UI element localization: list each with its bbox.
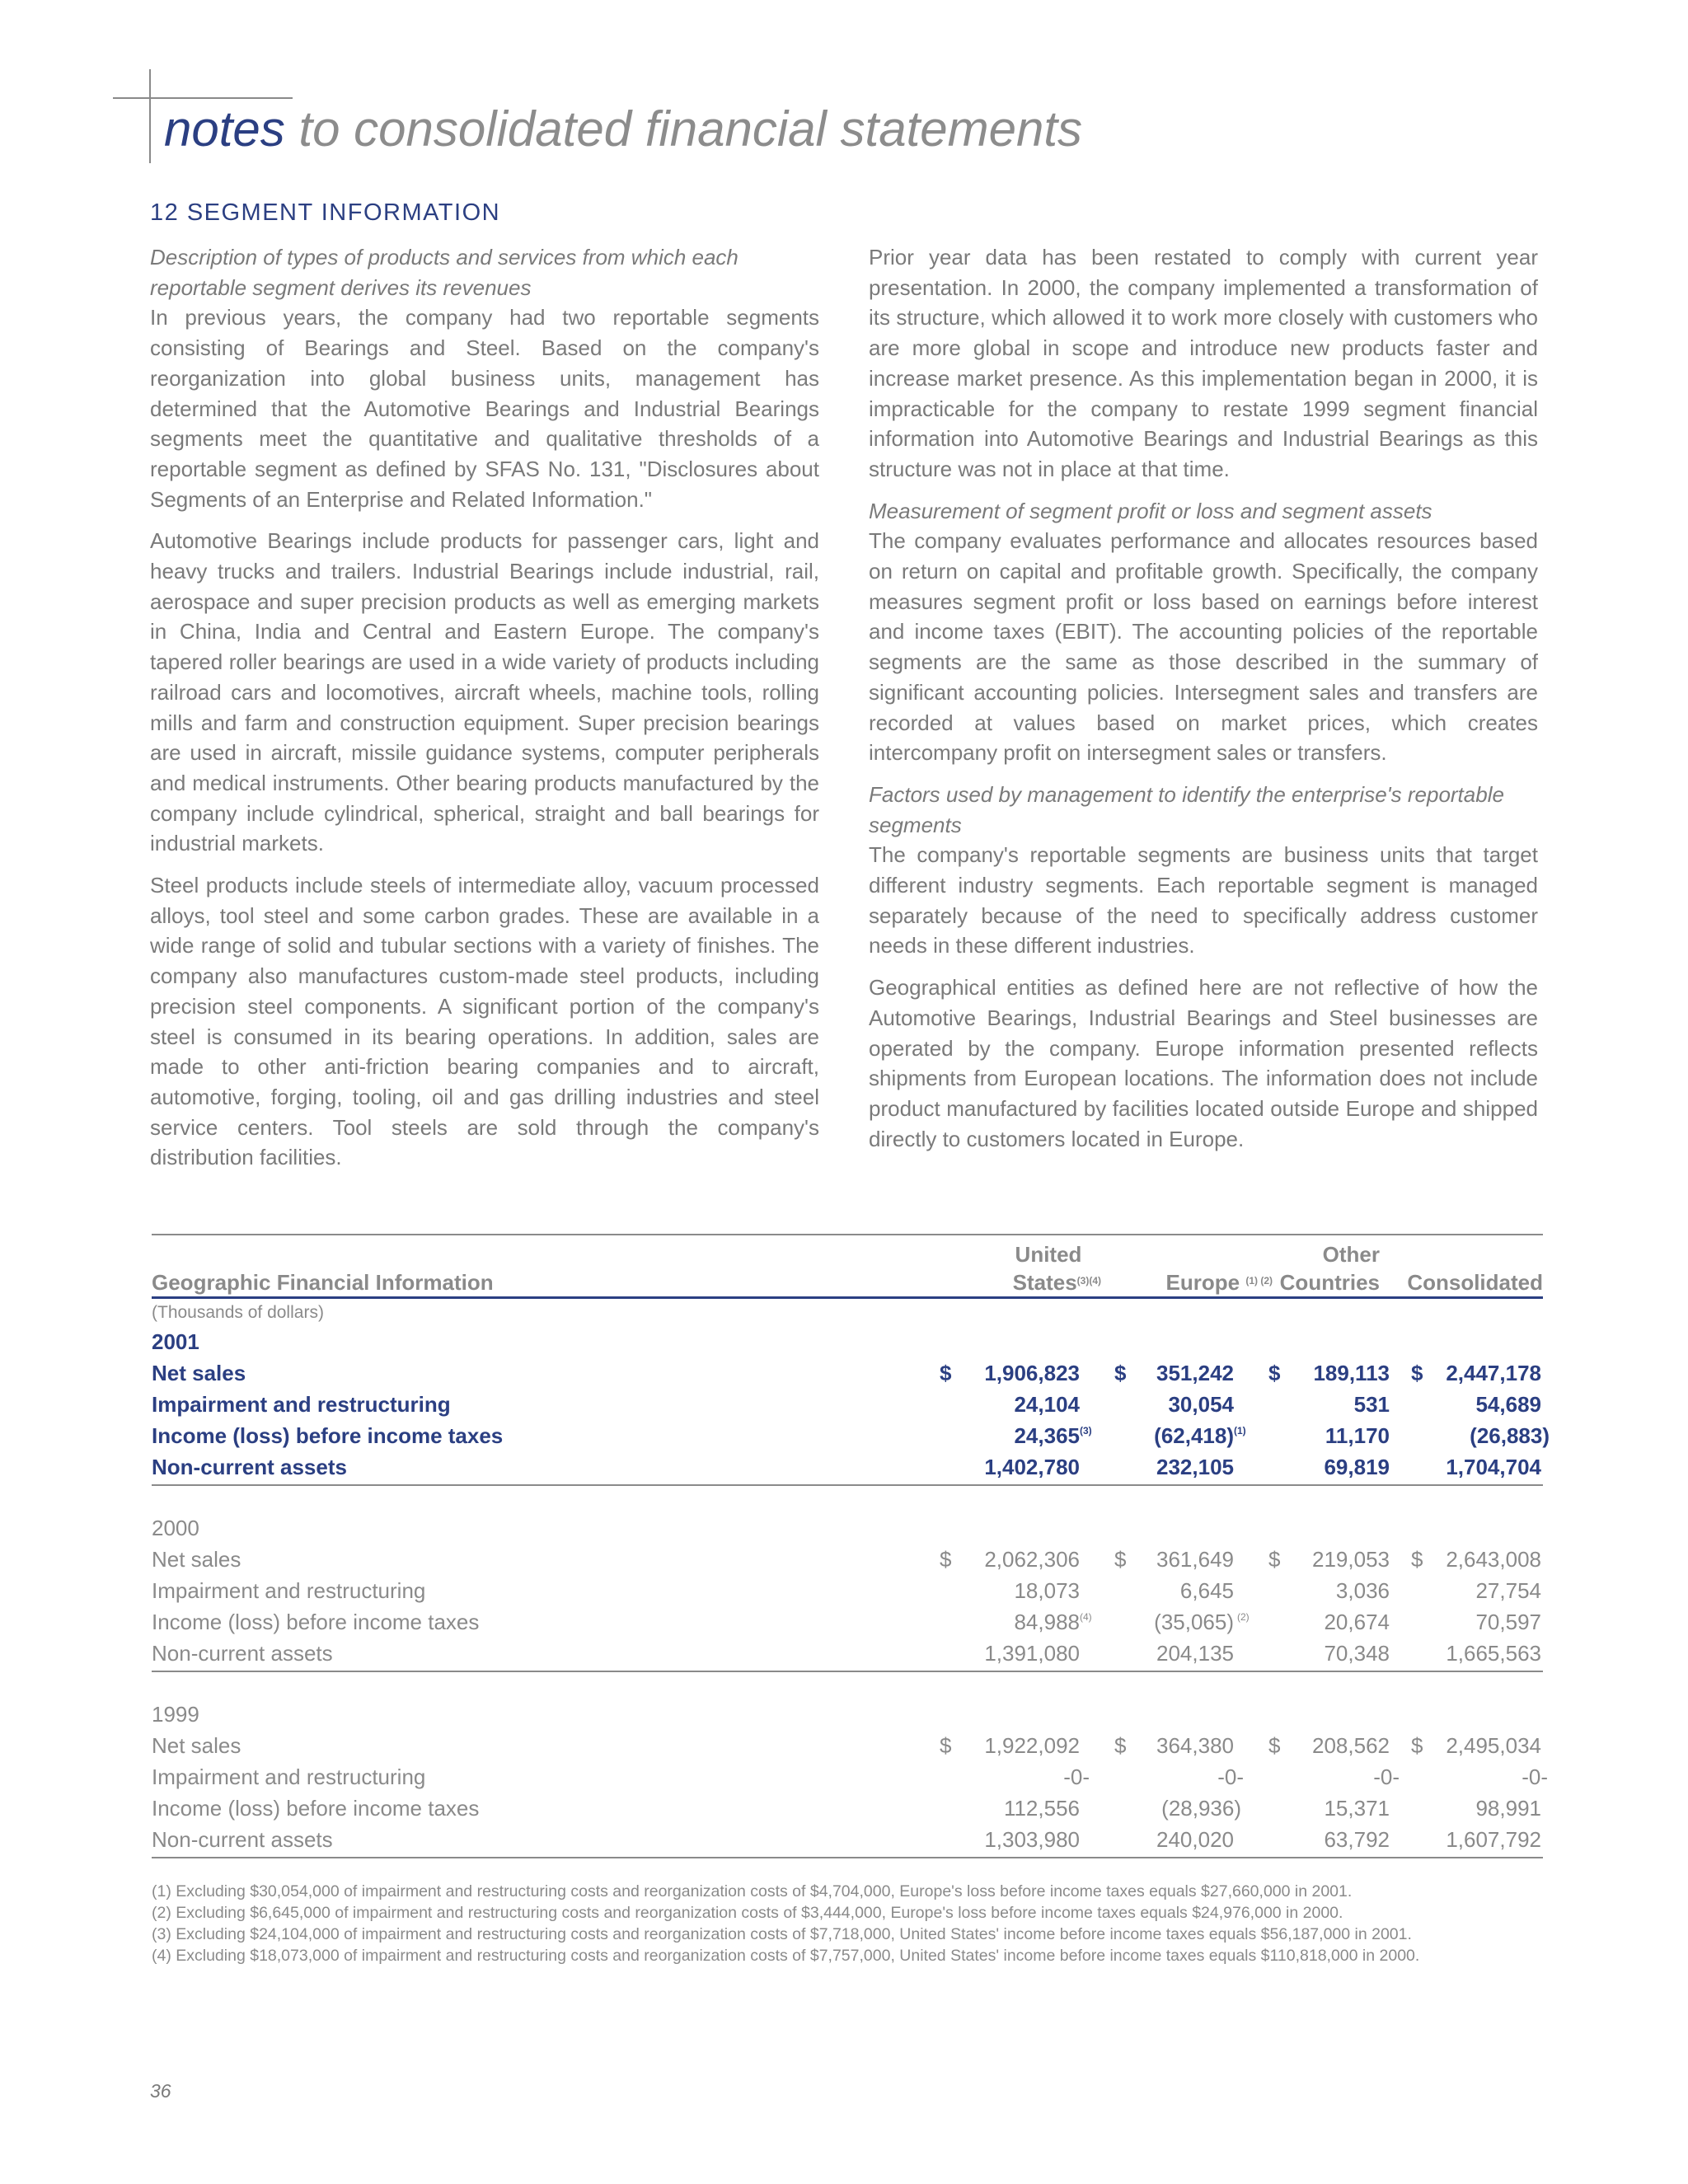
row-label: Income (loss) before income taxes bbox=[152, 1796, 480, 1821]
paragraph-geographical: Geographical entities as defined here are not reflective of how the Automotive Bearings, Industrial Bearings and Steel businesses are operated by the company. Europe information presented reflects shipments from European locations. The information does not include product manufactured by facilities located outside Europe and shipped directly to customers located in Europe. bbox=[869, 975, 1538, 1151]
footnote-2: (2) Excluding $6,645,000 of impairment and restructuring costs and reorganization costs of $3,444,000, Europe's loss before income taxes equals $24,976,000 in 2000. bbox=[152, 1904, 1343, 1922]
cell-consolidated: 54,689 bbox=[1475, 1392, 1541, 1417]
table-row bbox=[152, 1423, 1550, 1455]
table-units: (Thousands of dollars) bbox=[152, 1303, 324, 1322]
dollar-sign: $ bbox=[1268, 1361, 1281, 1385]
row-label: Impairment and restructuring bbox=[152, 1392, 451, 1417]
table-row bbox=[152, 1796, 1543, 1827]
row-label: Net sales bbox=[152, 1733, 241, 1758]
cell-us-footnote: (3) bbox=[1080, 1425, 1092, 1436]
cell-europe: 6,645 bbox=[1179, 1578, 1234, 1603]
dollar-sign: $ bbox=[1114, 1361, 1127, 1385]
crosshair-vertical-line bbox=[149, 69, 151, 163]
paragraph-business-units: The company's reportable segments are business units that target different industry segments. Each reportable segment is managed separately because of the need to specifically address customer needs in these different industries. bbox=[869, 842, 1538, 958]
cell-us: 18,073 bbox=[1014, 1578, 1080, 1603]
cell-us: 84,988 (4) bbox=[1014, 1610, 1092, 1634]
row-label: Non-current assets bbox=[152, 1455, 347, 1479]
cell-consolidated: 2,447,178 bbox=[1446, 1361, 1541, 1385]
cell-other: 15,371 bbox=[1324, 1796, 1390, 1821]
dollar-sign: $ bbox=[1268, 1733, 1281, 1758]
dollar-sign: $ bbox=[940, 1547, 952, 1572]
cell-other: 189,113 bbox=[1313, 1361, 1390, 1385]
cell-us: 1,922,092 bbox=[984, 1733, 1080, 1758]
cell-us: 1,391,080 bbox=[984, 1641, 1080, 1666]
footnote-3: (3) Excluding $24,104,000 of impairment and restructuring costs and reorganization costs of $7,718,000, United States' income before income taxes equals $56,187,000 in 2001. bbox=[152, 1925, 1412, 1943]
cell-consolidated: 1,704,704 bbox=[1446, 1455, 1541, 1479]
paragraph-bearings: Automotive Bearings include products for passenger cars, light and heavy trucks and trailers. Industrial Bearings include industrial, rail, aerospace and super precision products as well as emerging markets in China, India and Central and Eastern Europe. The company's tapered roller bearings are used in a wide variety of products including railroad cars and locomotives, aircraft wheels, machine tools, rolling mills and farm and construction equipment. Super precision bearings are used in aircraft, missile guidance systems, computer peripherals and medical instruments. Other bearing products manufactured by the company include cylindrical, spherical, straight and ball bearings for industrial markets. bbox=[150, 528, 819, 856]
col-header-us-line2: States$^{(3)(4)}$ bbox=[1012, 1270, 1101, 1295]
cell-us: 1,402,780 bbox=[984, 1455, 1080, 1479]
row-label: Non-current assets bbox=[152, 1641, 333, 1666]
section-heading: 12 SEGMENT INFORMATION bbox=[150, 199, 501, 226]
table-row bbox=[152, 1547, 1543, 1578]
cell-europe-footnote: (1) bbox=[1234, 1425, 1246, 1436]
cell-us: 2,062,306 bbox=[984, 1547, 1080, 1572]
section-rule-1999 bbox=[152, 1857, 1543, 1858]
cell-us: 24,104 bbox=[1014, 1392, 1080, 1417]
cell-other: -0- bbox=[1373, 1765, 1400, 1789]
cell-europe: (35,065) (2) bbox=[1154, 1610, 1250, 1634]
paragraph-evaluation: The company evaluates performance and allocates resources based on return on capital and profitable growth. Specifically, the company measures segment profit or loss based on earnings before interest and income taxes (EBIT). The accounting policies of the reportable segments are the same as those described in the summary of significant accounting policies. Intersegment sales and transfers are recorded at values based on market prices, which creates intercompany profit on intersegment sales or transfers. bbox=[869, 528, 1538, 766]
cell-europe: 364,380 bbox=[1156, 1733, 1234, 1758]
row-label: Impairment and restructuring bbox=[152, 1765, 426, 1789]
cell-consolidated: 98,991 bbox=[1475, 1796, 1541, 1821]
cell-consolidated: 70,597 bbox=[1475, 1610, 1541, 1634]
dollar-sign: $ bbox=[1411, 1361, 1423, 1385]
cell-us: 112,556 bbox=[1003, 1796, 1080, 1821]
cell-other: 219,053 bbox=[1312, 1547, 1390, 1572]
cell-europe: -0- bbox=[1217, 1765, 1244, 1789]
col-header-other-line2: Countries bbox=[1279, 1270, 1380, 1295]
cell-europe: 30,054 bbox=[1168, 1392, 1234, 1417]
table-row bbox=[152, 1733, 1543, 1765]
year-label: 1999 bbox=[152, 1702, 199, 1727]
col-header-consolidated: Consolidated bbox=[1407, 1270, 1543, 1295]
col-header-us-footnote: (3)(4) bbox=[1076, 1275, 1101, 1286]
row-label: Non-current assets bbox=[152, 1827, 333, 1852]
crosshair-horizontal-line bbox=[113, 97, 293, 99]
cell-consolidated: (26,883) bbox=[1470, 1423, 1550, 1448]
table-row bbox=[152, 1455, 1543, 1486]
table-row bbox=[152, 1765, 1548, 1796]
row-label: Net sales bbox=[152, 1361, 246, 1385]
cell-consolidated: 27,754 bbox=[1475, 1578, 1541, 1603]
cell-other: 3,036 bbox=[1335, 1578, 1390, 1603]
subheading-measurement: Measurement of segment profit or loss and segment assets bbox=[869, 498, 1432, 523]
right-text-column bbox=[869, 242, 1538, 1165]
left-text-column bbox=[150, 242, 819, 1184]
col-header-other-line1: Other bbox=[1322, 1242, 1380, 1267]
cell-europe: (62,418) (1) bbox=[1154, 1423, 1246, 1448]
cell-europe: 240,020 bbox=[1156, 1827, 1234, 1852]
paragraph-steel: Steel products include steels of intermediate alloy, vacuum processed alloys, tool steel and some carbon grades. These are available in a wide range of solid and tubular sections with a variety of finishes. The company also manufactures custom-made steel products, including precision steel components. A significant portion of the company's steel is consumed in its bearing operations. In addition, sales are made to other anti-friction bearing companies and to aircraft, automotive, forging, tooling, oil and gas drilling industries and steel service centers. Tool steels are sold through the company's distribution facilities. bbox=[150, 873, 819, 1170]
year-label: 2000 bbox=[152, 1516, 199, 1540]
page-title-rest: to consolidated financial statements bbox=[284, 101, 1083, 157]
footnotes bbox=[152, 1881, 1419, 1966]
page-number: 36 bbox=[150, 2080, 171, 2102]
dollar-sign: $ bbox=[940, 1733, 952, 1758]
cell-europe: (28,936) bbox=[1161, 1796, 1241, 1821]
year-row-2001 bbox=[152, 1329, 1543, 1361]
col-header-europe-footnote: (1) (2) bbox=[1245, 1275, 1273, 1286]
cell-consolidated: 1,607,792 bbox=[1446, 1827, 1541, 1852]
year-row-1999 bbox=[152, 1702, 1543, 1733]
cell-europe: 204,135 bbox=[1156, 1641, 1234, 1666]
dollar-sign: $ bbox=[1268, 1547, 1281, 1572]
cell-other: 63,792 bbox=[1324, 1827, 1390, 1852]
cell-consolidated: 1,665,563 bbox=[1446, 1641, 1541, 1666]
subheading-products-services: Description of types of products and services from which each reportable segment derives its revenues bbox=[150, 245, 738, 300]
cell-other: 11,170 bbox=[1325, 1423, 1390, 1448]
cell-other: 69,819 bbox=[1324, 1455, 1390, 1479]
paragraph-prior-year: Prior year data has been restated to comply with current year presentation. In 2000, the company implemented a transformation of its structure, which allowed it to work more closely with customers who are more global in scope and introduce new products faster and increase market presence. As this implementation began in 2000, it is impracticable for the company to restate 1999 segment financial information into Automotive Bearings and Industrial Bearings as this structure was not in place at that time. bbox=[869, 245, 1538, 481]
cell-europe-footnote: (2) bbox=[1237, 1611, 1250, 1623]
cell-consolidated: 2,495,034 bbox=[1446, 1733, 1541, 1758]
year-label: 2001 bbox=[152, 1329, 199, 1354]
cell-us-footnote: (4) bbox=[1080, 1611, 1092, 1623]
row-label: Income (loss) before income taxes bbox=[152, 1610, 480, 1634]
col-header-europe: Europe $^{(1) (2)}$ bbox=[1165, 1270, 1273, 1295]
cell-other: 70,348 bbox=[1324, 1641, 1390, 1666]
cell-us: 24,365 (3) bbox=[1014, 1423, 1092, 1448]
page-title-notes: notes bbox=[164, 101, 285, 157]
col-header-us-line1: United bbox=[1015, 1242, 1082, 1267]
footnote-1: (1) Excluding $30,054,000 of impairment and restructuring costs and reorganization costs of $4,704,000, Europe's loss before income taxes equals $27,660,000 in 2001. bbox=[152, 1882, 1353, 1900]
footnote-4: (4) Excluding $18,073,000 of impairment and restructuring costs and reorganization costs of $7,757,000, United States' income before income taxes equals $110,818,000 in 2000. bbox=[152, 1947, 1420, 1965]
page-title bbox=[164, 101, 1082, 157]
row-label: Impairment and restructuring bbox=[152, 1578, 426, 1603]
dollar-sign: $ bbox=[1114, 1733, 1127, 1758]
year-row-2000 bbox=[152, 1516, 1543, 1547]
dollar-sign: $ bbox=[940, 1361, 952, 1385]
table-header-rule bbox=[152, 1296, 1543, 1299]
cell-us: 1,906,823 bbox=[984, 1361, 1080, 1385]
cell-europe: 351,242 bbox=[1156, 1361, 1234, 1385]
dollar-sign: $ bbox=[1411, 1547, 1423, 1572]
subheading-factors: Factors used by management to identify the enterprise's reportable segments bbox=[869, 781, 1504, 837]
table-row bbox=[152, 1361, 1543, 1392]
table-row bbox=[152, 1610, 1543, 1641]
cell-other: 208,562 bbox=[1312, 1733, 1390, 1758]
cell-us: -0- bbox=[1063, 1765, 1090, 1789]
dollar-sign: $ bbox=[1114, 1547, 1127, 1572]
paragraph-reportable-segments: In previous years, the company had two reportable segments consisting of Bearings and Steel. Based on the company's reorganization into global business units, management has determined that the Automotive Bearings and Industrial Bearings segments meet the quantitative and qualitative thresholds of a reportable segment as defined by SFAS No. 131, "Disclosures about Segments of an Enterprise and Related Information." bbox=[150, 305, 819, 512]
cell-other: 531 bbox=[1353, 1392, 1390, 1417]
cell-consolidated: 2,643,008 bbox=[1446, 1547, 1541, 1572]
dollar-sign: $ bbox=[1411, 1733, 1423, 1758]
cell-us: 1,303,980 bbox=[984, 1827, 1080, 1852]
cell-consolidated: -0- bbox=[1522, 1765, 1548, 1789]
section-rule-2001 bbox=[152, 1484, 1543, 1486]
table-top-rule bbox=[152, 1234, 1543, 1235]
table-title: Geographic Financial Information bbox=[152, 1270, 494, 1295]
row-label: Net sales bbox=[152, 1547, 241, 1572]
table-row bbox=[152, 1827, 1543, 1858]
table-row bbox=[152, 1392, 1543, 1423]
cell-europe: 232,105 bbox=[1156, 1455, 1234, 1479]
section-rule-2000 bbox=[152, 1671, 1543, 1672]
table-row bbox=[152, 1578, 1543, 1610]
cell-other: 20,674 bbox=[1324, 1610, 1390, 1634]
table-row bbox=[152, 1641, 1543, 1672]
cell-europe: 361,649 bbox=[1156, 1547, 1234, 1572]
row-label: Income (loss) before income taxes bbox=[152, 1423, 504, 1448]
